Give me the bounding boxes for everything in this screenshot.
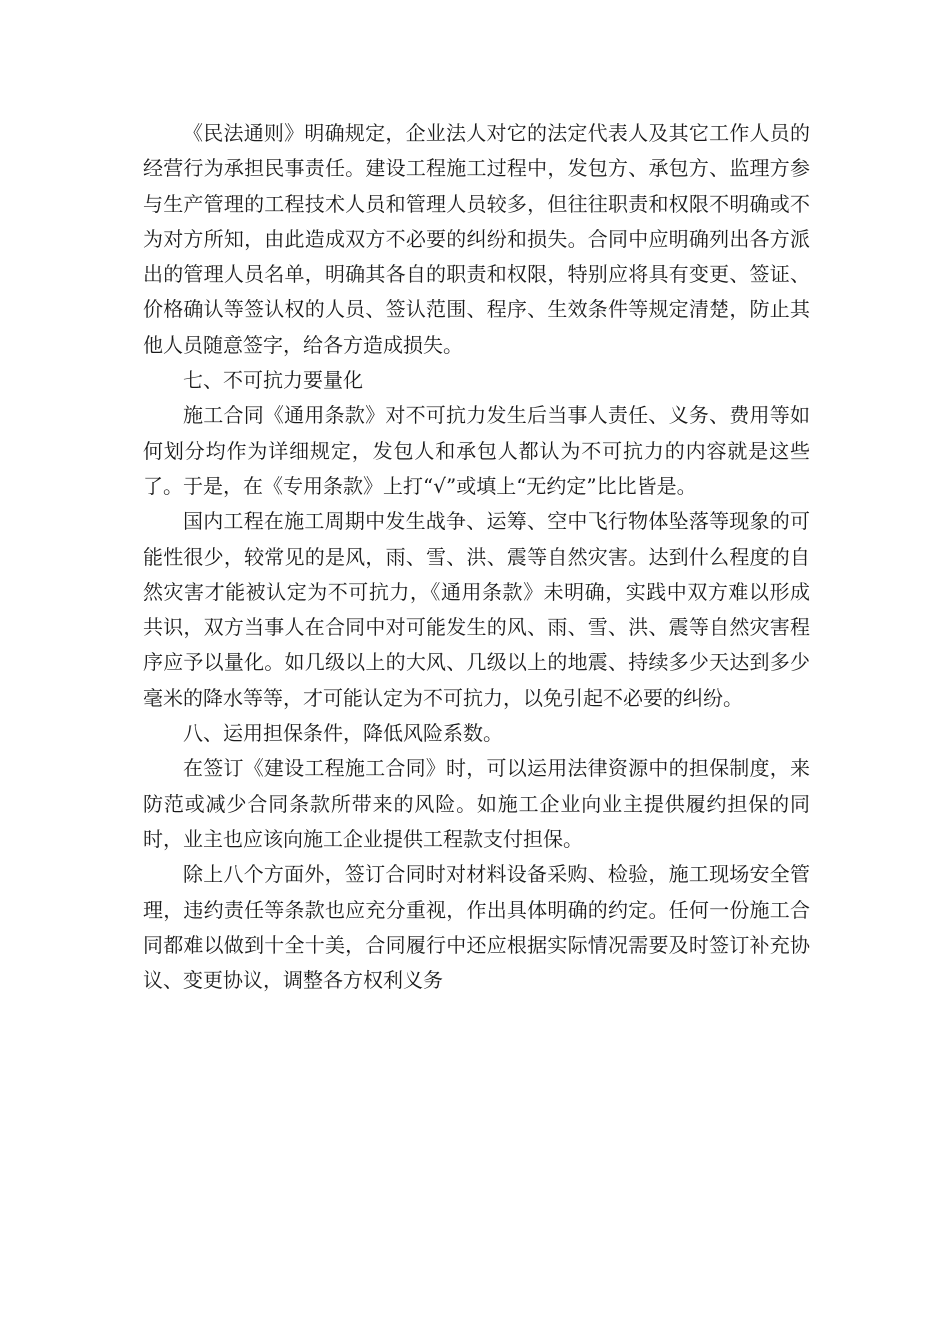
document-body [143, 116, 810, 998]
paragraph-conclusion: 除上八个方面外，签订合同时对材料设备采购、检验，施工现场安全管理，违约责任等条款也应充分重视，作出具体明确的约定。任何一份施工合同都难以做到十全十美，合同履行中还应根据实际情况需要及时签订补充协议、变更协议，调整各方权利义务 [143, 862, 810, 993]
section-heading-guarantee: 八、运用担保条件，降低风险系数。 [183, 721, 503, 746]
paragraph-natural-disasters: 国内工程在施工周期中发生战争、运筹、空中飞行物体坠落等现象的可能性很少，较常见的是风，雨、雪、洪、震等自然灾害。达到什么程度的自然灾害才能被认定为不可抗力，《通用条款》未明确，实践中双方难以形成共识，双方当事人在合同中对可能发生的风、雨、雪、洪、震等自然灾害程序应予以量化。如几级以上的大风、几级以上的地震、持续多少天达到多少毫米的降水等等，才可能认定为不可抗力，以免引起不必要的纠纷。 [143, 509, 810, 710]
paragraph-civil-law-responsibility: 《民法通则》明确规定，企业法人对它的法定代表人及其它工作人员的经营行为承担民事责任。建设工程施工过程中，发包方、承包方、监理方参与生产管理的工程技术人员和管理人员较多，但往往职责和权限不明确或不为对方所知，由此造成双方不必要的纠纷和损失。合同中应明确列出各方派出的管理人员名单，明确其各自的职责和权限，特别应将具有变更、签证、价格确认等签认权的人员、签认范围、程序、生效条件等规定清楚，防止其他人员随意签字，给各方造成损失。 [143, 121, 810, 357]
section-heading-force-majeure: 七、不可抗力要量化 [183, 368, 363, 393]
paragraph-general-terms: 施工合同《通用条款》对不可抗力发生后当事人责任、义务、费用等如何划分均作为详细规定，发包人和承包人都认为不可抗力的内容就是这些了。于是，在《专用条款》上打“√”或填上“无约定”比比皆是。 [143, 403, 810, 498]
paragraph-guarantee-system: 在签订《建设工程施工合同》时，可以运用法律资源中的担保制度，来防范或减少合同条款所带来的风险。如施工企业向业主提供履约担保的同时，业主也应该向施工企业提供工程款支付担保。 [143, 756, 810, 851]
